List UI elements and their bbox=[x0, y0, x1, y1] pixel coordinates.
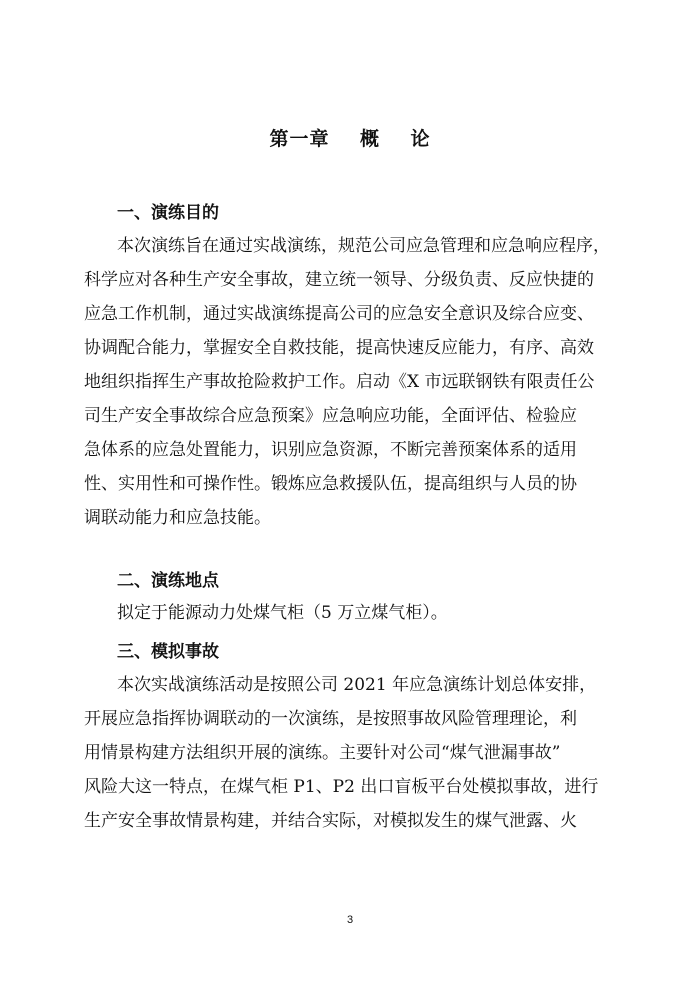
paragraph-line: 科学应对各种生产安全事故，建立统一领导、分级负责、反应快捷的 bbox=[84, 270, 594, 290]
chapter-title: 第一章 概 论 bbox=[269, 128, 431, 150]
paragraph-line: 风险大这一特点，在煤气柜 P1、P2 出口盲板平台处模拟事故，进行 bbox=[84, 777, 599, 797]
section-body-simulated-accident bbox=[84, 668, 605, 838]
section-body-location bbox=[117, 596, 605, 630]
paragraph-line: 开展应急指挥协调联动的一次演练，是按照事故风险管理理论，利 bbox=[84, 709, 577, 729]
paragraph-line: 地组织指挥生产事故抢险救护工作。启动《X 市远联钢铁有限责任公 bbox=[84, 372, 595, 392]
paragraph-line: 本次演练旨在通过实战演练，规范公司应急管理和应急响应程序， bbox=[117, 236, 610, 256]
paragraph-line: 用情景构建方法组织开展的演练。主要针对公司“煤气泄漏事故” bbox=[84, 743, 561, 763]
paragraph-line: 协调配合能力，掌握安全自救技能，提高快速反应能力，有序、高效 bbox=[84, 338, 594, 358]
page-number: 3 bbox=[346, 914, 354, 926]
paragraph-line: 司生产安全事故综合应急预案》应急响应功能，全面评估、检验应 bbox=[84, 406, 577, 426]
paragraph-line: 性、实用性和可操作性。锻炼应急救援队伍，提高组织与人员的协 bbox=[84, 474, 577, 494]
paragraph-line: 本次实战演练活动是按照公司 2021 年应急演练计划总体安排， bbox=[117, 675, 597, 695]
paragraph-line: 生产安全事故情景构建，并结合实际，对模拟发生的煤气泄露、火 bbox=[84, 811, 577, 831]
section-heading-location: 二、演练地点 bbox=[117, 571, 219, 591]
paragraph-line: 应急工作机制，通过实战演练提高公司的应急安全意识及综合应变、 bbox=[84, 304, 594, 324]
section-heading-purpose: 一、演练目的 bbox=[117, 203, 219, 223]
paragraph-line: 拟定于能源动力处煤气柜（5 万立煤气柜）。 bbox=[117, 603, 448, 623]
paragraph-line: 调联动能力和应急技能。 bbox=[84, 508, 271, 528]
section-heading-simulated-accident: 三、模拟事故 bbox=[117, 642, 219, 662]
paragraph-line: 急体系的应急处置能力，识别应急资源，不断完善预案体系的适用 bbox=[84, 440, 577, 460]
section-body-purpose bbox=[84, 229, 610, 535]
